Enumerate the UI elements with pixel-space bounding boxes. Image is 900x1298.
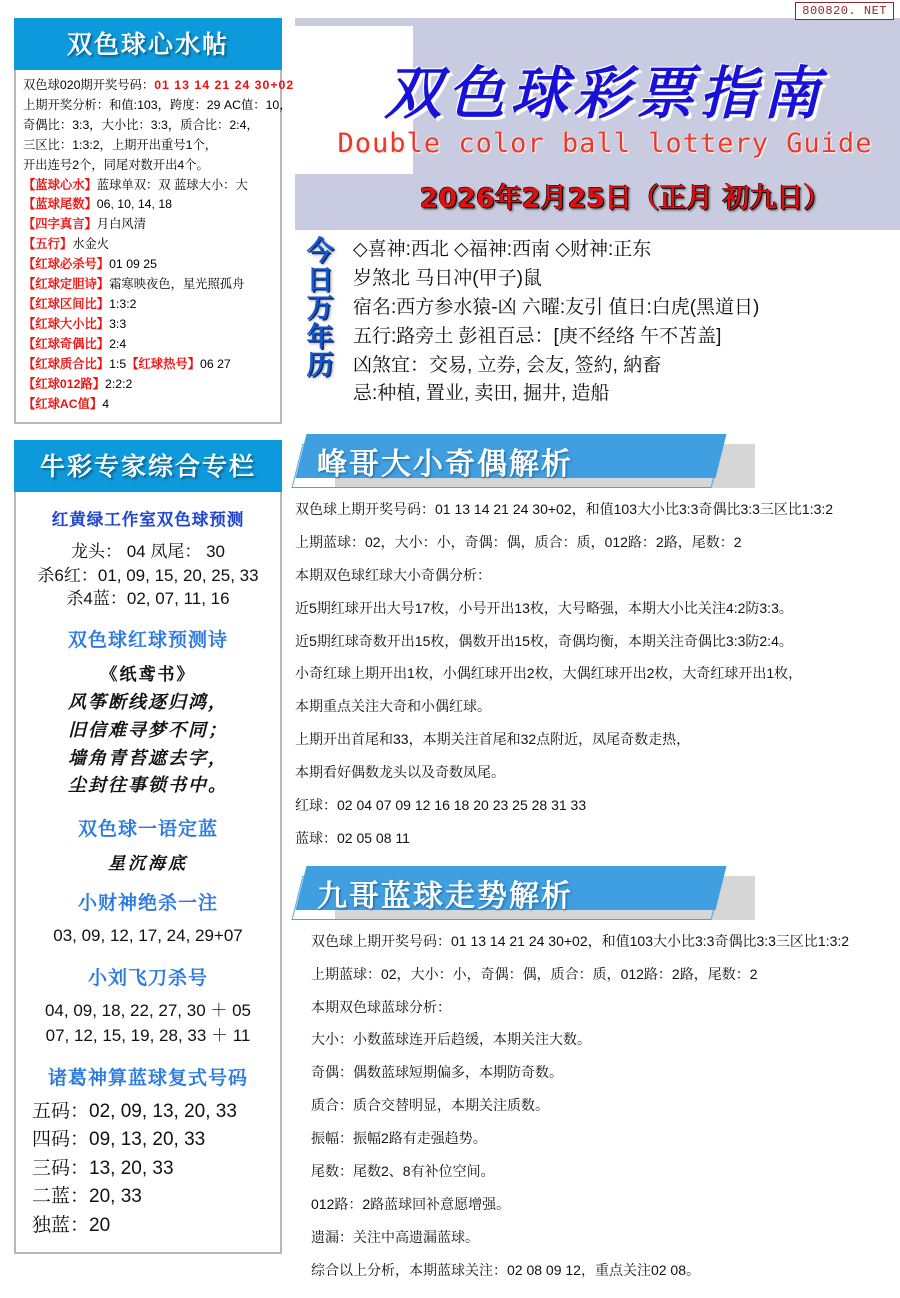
draw-numbers: 01 13 14 21 24 30+02 [154, 78, 295, 92]
tag-label: 【四字真言】 [23, 217, 97, 232]
analysis-line-3: 三区比：1:3:2，上期开出重号1个， [23, 137, 218, 152]
tag-row [23, 295, 273, 315]
tag-row [23, 235, 273, 255]
tag-label: 【红球012路】 [23, 376, 106, 391]
hero-banner [295, 18, 900, 230]
caishen-numbers: 03, 09, 12, 17, 24, 29+07 [53, 926, 243, 946]
tag-value: 01 09 25 [109, 257, 157, 272]
jiuge-line: 大小：小数蓝球连开后趋缓，本期关注大数。 [311, 1031, 591, 1048]
almanac-line-suming: 宿名:西方参水猿-凶 六曜:友引 值日:白虎(黑道日) [353, 296, 760, 318]
fengge-line: 本期看好偶数龙头以及奇数凤尾。 [295, 764, 505, 781]
jiuge-line: 奇偶：偶数蓝球短期偏多，本期防奇数。 [311, 1064, 563, 1081]
tag-value: 06, 10, 14, 18 [96, 197, 173, 212]
hhl-row-kill6red: 杀6红：01, 09, 15, 20, 25, 33 [37, 565, 259, 585]
fengge-line: 本期双色球红球大小奇偶分析： [295, 566, 491, 583]
tag-label: 【红球区间比】 [23, 296, 110, 311]
tag-label-secondary: 【红球热号】 [126, 356, 200, 371]
tag-label: 【红球质合比】 [23, 356, 110, 371]
zhuge-row-5: 五码：02, 09, 13, 20, 33 [32, 1100, 237, 1122]
tag-label: 【蓝球尾数】 [23, 197, 97, 212]
draw-number-line [23, 76, 295, 96]
jiuge-line: 质合：质合交替明显，本期关注质数。 [311, 1097, 549, 1114]
poem-title: 《纸鸢书》 [100, 664, 196, 685]
panel-niucai-title: 牛彩专家综合专栏 [39, 452, 256, 482]
panel-xinshuitie-title: 双色球心水帖 [66, 30, 229, 59]
jiuge-line: 尾数：尾数2、8有补位空间。 [311, 1163, 495, 1180]
fengge-line: 双色球上期开奖号码：01 13 14 21 24 30+02，和值103大小比3:3奇偶比3:3三区比1:3:2 [295, 501, 834, 517]
tag-value: 月白风清 [96, 217, 146, 232]
poem-line: 尘封往事锁书中。 [68, 775, 228, 797]
zhuge-row-2: 二蓝：20, 33 [32, 1186, 142, 1208]
panel-xinshuitie-body [14, 70, 295, 424]
fengge-red-picks: 红球：02 04 07 09 12 16 18 20 23 25 28 31 33 [295, 797, 587, 814]
tag-label: 【红球AC值】 [23, 396, 103, 411]
jiuge-line: 双色球上期开奖号码：01 13 14 21 24 30+02，和值103大小比3:3奇偶比3:3三区比1:3:2 [311, 932, 850, 949]
almanac-line-wuxing: 五行:路旁土 彭祖百忌：[庚不经络 午不苫盖] [353, 325, 722, 347]
feidao-row: 07, 12, 15, 19, 28, 33 ＋ 11 [45, 1026, 251, 1046]
zhuge-row-1: 独蓝：20 [32, 1214, 111, 1236]
jiuge-summary: 综合以上分析，本期蓝球关注：02 08 09 12，重点关注02 08。 [311, 1261, 700, 1278]
section-jiuge-title: 九哥蓝球走势解析 [317, 878, 573, 914]
jiuge-line: 遗漏：关注中高遗漏蓝球。 [311, 1228, 479, 1245]
almanac-block [295, 236, 900, 416]
tag-row [23, 335, 273, 355]
hhl-studio-heading: 红黄绿工作室双色球预测 [51, 510, 245, 530]
tag-value: 1:3:2 [109, 296, 137, 311]
panel-xinshuitie [14, 18, 295, 424]
poem-line: 风筝断线逐归鸿， [68, 691, 228, 713]
tag-label: 【红球必杀号】 [23, 257, 110, 272]
panel-niucai-body [14, 492, 282, 1254]
almanac-line-suisha: 岁煞北 马日冲(甲子)鼠 [353, 267, 542, 289]
right-column [295, 0, 900, 1294]
hero-title-cn: 双色球彩票指南 [384, 60, 826, 127]
tag-row [23, 195, 273, 215]
fengge-line: 本期重点关注大奇和小偶红球。 [295, 698, 491, 715]
tag-label: 【红球奇偶比】 [23, 336, 110, 351]
fengge-line: 上期开出首尾和33，本期关注首尾和32点附近，凤尾奇数走热， [295, 731, 691, 748]
fengge-line: 上期蓝球：02，大小：小，奇偶：偶，质合：质，012路：2路，尾数：2 [295, 533, 742, 550]
panel-niucai [14, 440, 282, 1254]
fengge-line: 近5期红球开出大号17枚，小号开出13枚，大号略强，本期大小比关注4:2防3:3。 [295, 599, 793, 616]
section-fengge-body [295, 500, 900, 848]
tag-label: 【五行】 [23, 237, 73, 252]
section-jiuge-body [295, 932, 900, 1280]
tag-label: 【红球大小比】 [23, 316, 110, 331]
tag-value-secondary: 06 27 [200, 356, 231, 371]
tag-row [23, 395, 273, 415]
site-watermark: 800820. NET [795, 2, 894, 20]
jiuge-line: 012路：2路蓝球回补意愿增强。 [311, 1195, 511, 1212]
analysis-line-4: 开出连号2个，同尾对数开出4个。 [23, 157, 209, 172]
almanac-line-ji: 忌:种植, 置业, 卖田, 掘井, 造船 [353, 383, 610, 405]
tag-value: 2:4 [109, 336, 127, 351]
tag-row [23, 355, 273, 375]
tag-label: 【蓝球心水】 [23, 177, 97, 192]
tag-row [23, 215, 273, 235]
almanac-vertical-label: 今日万年历 [306, 236, 334, 382]
hhl-row-kill4blue: 杀4蓝：02, 07, 11, 16 [66, 589, 230, 609]
hero-date: 2026年2月25日（正月 初九日） [419, 183, 831, 214]
zhuge-heading: 诸葛神算蓝球复式号码 [47, 1067, 248, 1089]
tag-row [23, 275, 273, 295]
tag-row [23, 315, 273, 335]
fengge-line: 近5期红球奇数开出15枚，偶数开出15枚，奇偶均衡，本期关注奇偶比3:3防2:4。 [295, 632, 793, 649]
fengge-blue-picks: 蓝球：02 05 08 11 [295, 829, 410, 846]
panel-niucai-header [14, 440, 282, 492]
tag-value: 3:3 [109, 316, 127, 331]
poem-line: 墙角青苔遮去字， [68, 747, 228, 769]
caishen-heading: 小财神绝杀一注 [77, 893, 218, 915]
hhl-row-longtou: 龙头： 04 凤尾： 30 [71, 542, 225, 562]
analysis-line-2: 奇偶比：3:3，大小比：3:3，质合比：2:4， [23, 117, 259, 132]
poem-line: 旧信难寻梦不同； [68, 719, 228, 741]
left-column [14, 18, 295, 1270]
analysis-line-1: 上期开奖分析：和值:103，跨度：29 AC值：10， [23, 97, 292, 112]
panel-xinshuitie-header [14, 18, 282, 70]
red-poem-heading: 双色球红球预测诗 [67, 629, 228, 651]
feidao-heading: 小刘飞刀杀号 [87, 967, 208, 989]
fengge-line: 小奇红球上期开出1枚，小偶红球开出2枚，大偶红球开出2枚，大奇红球开出1枚， [295, 665, 803, 682]
section-fengge-banner [295, 430, 900, 492]
oneword-value: 星沉海底 [108, 854, 188, 875]
tag-row [23, 176, 273, 196]
feidao-row: 04, 09, 18, 22, 27, 30 ＋ 05 [44, 1000, 252, 1020]
tag-value: 4 [102, 396, 110, 411]
tag-value: 蓝球单双：双 蓝球大小：大 [96, 177, 248, 192]
draw-number-label: 双色球020期开奖号码： [23, 78, 155, 92]
tag-label: 【红球定胆诗】 [23, 277, 110, 292]
tag-value: 1:5 [109, 356, 127, 371]
zhuge-row-3: 三码：13, 20, 33 [32, 1157, 174, 1179]
tag-row [23, 255, 273, 275]
section-fengge-title: 峰哥大小奇偶解析 [317, 447, 573, 482]
tag-value: 水金火 [72, 237, 110, 252]
tag-row [23, 375, 273, 395]
tag-value: 霜寒映夜色，星光照孤舟 [109, 277, 245, 292]
oneword-heading: 双色球一语定蓝 [77, 819, 218, 841]
hero-title-en: Double color ball lottery Guide [337, 128, 873, 159]
jiuge-line: 振幅：振幅2路有走强趋势。 [311, 1130, 487, 1147]
zhuge-row-4: 四码：09, 13, 20, 33 [32, 1129, 206, 1151]
jiuge-line: 上期蓝球：02，大小：小，奇偶：偶，质合：质，012路：2路，尾数：2 [311, 965, 758, 982]
tag-value: 2:2:2 [105, 376, 133, 391]
almanac-line-gods: ◇喜神:西北 ◇福神:西南 ◇财神:正东 [353, 239, 652, 260]
almanac-line-yi: 凶煞宜：交易, 立券, 会友, 签約, 納畜 [353, 354, 662, 376]
jiuge-line: 本期双色球蓝球分析： [311, 998, 451, 1015]
section-jiuge-banner [295, 862, 900, 924]
